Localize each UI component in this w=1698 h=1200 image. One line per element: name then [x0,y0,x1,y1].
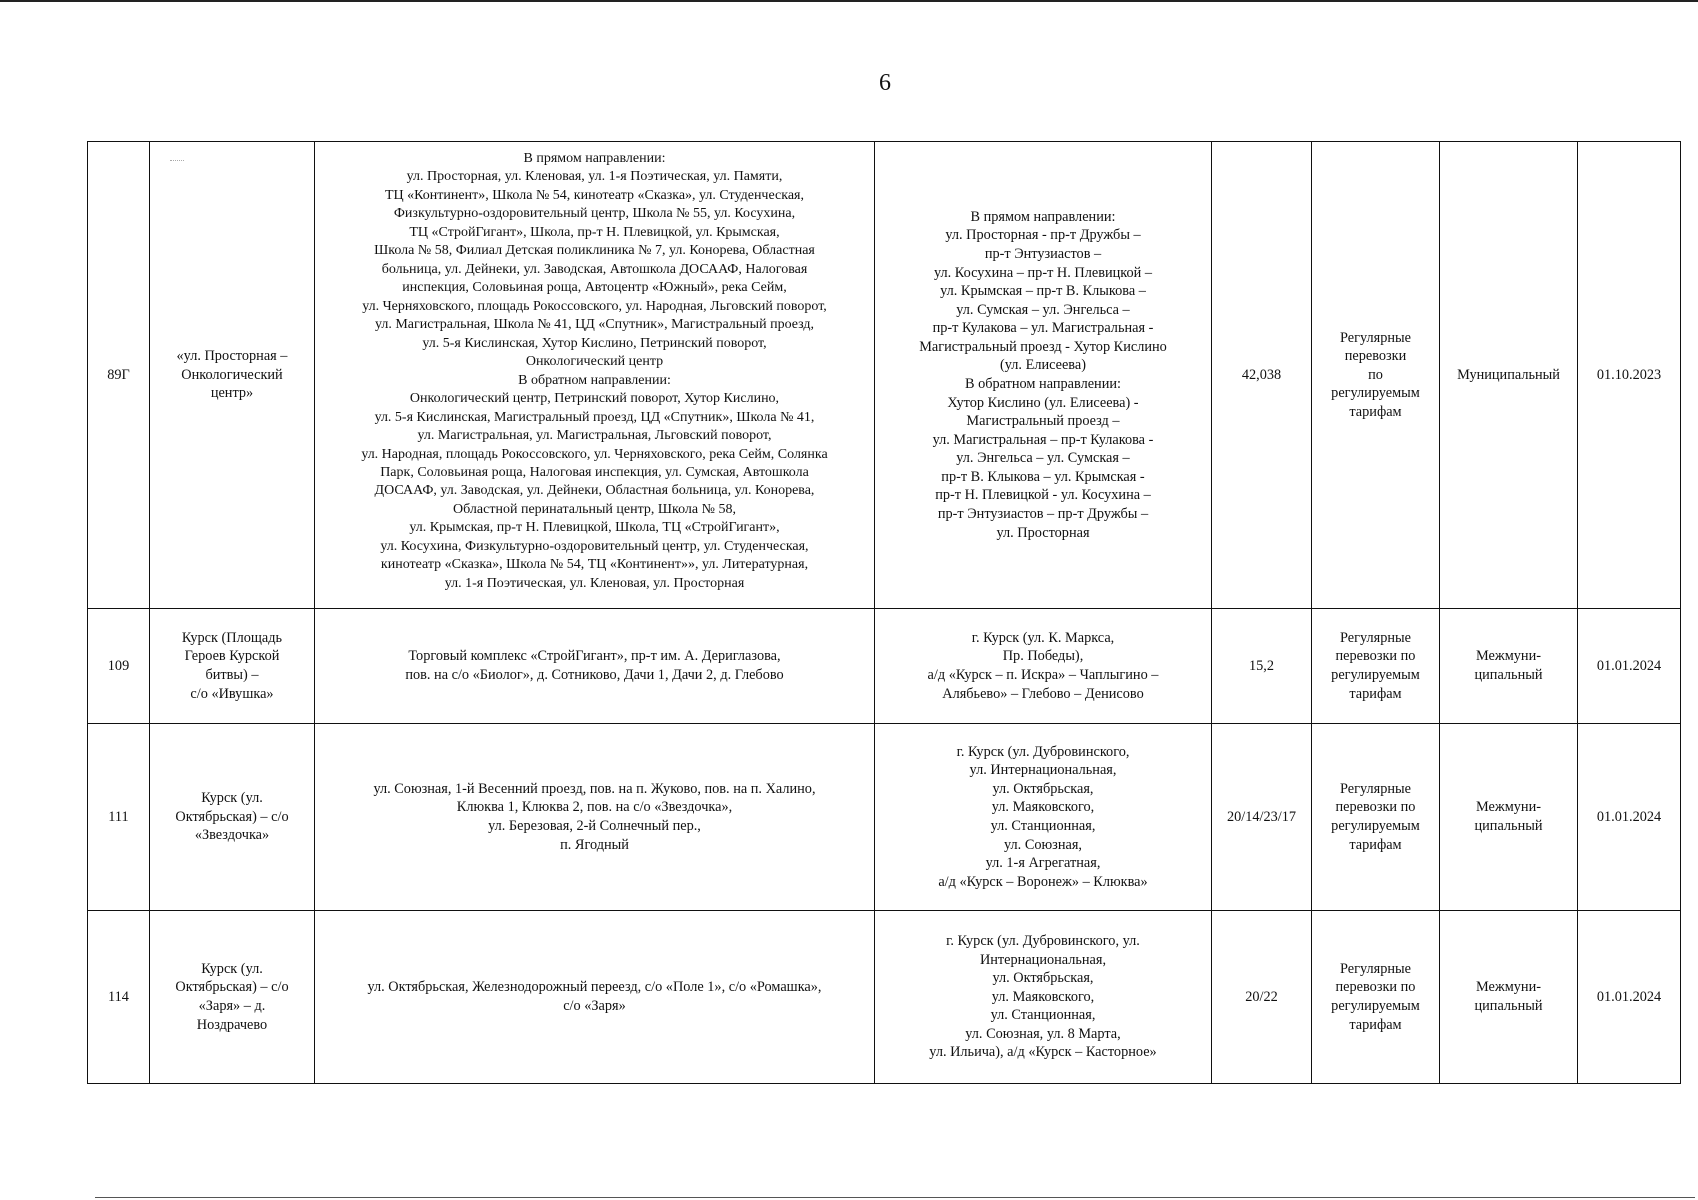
route-stops-cell: ул. Союзная, 1-й Весенний проезд, пов. на п. Жуково, пов. на п. Халино, Клюква 1, Клюква 2, пов. на с/о «Звездочка», ул. Березовая, 2-й Солнечный пер., п. Ягодный [315,724,875,911]
route-kind-cell: Межмуни- ципальный [1440,609,1578,724]
route-kind-cell: Муниципальный [1440,142,1578,609]
table-row [88,142,1681,609]
route-length-cell: 20/22 [1212,911,1312,1084]
route-roads-cell: г. Курск (ул. К. Маркса, Пр. Победы), а/д «Курск – п. Искра» – Чаплыгино – Алябьево» – Глебово – Денисово [875,609,1212,724]
route-length-cell: 15,2 [1212,609,1312,724]
route-length-cell: 42,038 [1212,142,1312,609]
routes-table [87,141,1681,1084]
route-name-cell: Курск (ул. Октябрьская) – с/о «Звездочка» [150,724,315,911]
table-row [88,724,1681,911]
route-number-cell: 109 [88,609,150,724]
route-type-cell: Регулярные перевозки по регулируемым тарифам [1312,911,1440,1084]
route-type-cell: Регулярные перевозки по регулируемым тарифам [1312,609,1440,724]
route-type-cell: Регулярные перевозки по регулируемым тарифам [1312,724,1440,911]
route-roads-cell: В прямом направлении: ул. Просторная - пр-т Дружбы – пр-т Энтузиастов – ул. Косухина – пр-т Н. Плевицкой – ул. Крымская – пр-т В. Клыкова – ул. Сумская – ул. Энгельса – пр-т Кулакова – ул. Магистральная - Магистральный проезд - Хутор Кислино (ул. Елисеева) В обратном направлении: Хутор Кислино (ул. Елисеева) - Магистральный проезд – ул. Магистральная – пр-т Кулакова - ул. Энгельса – ул. Сумская – пр-т В. Клыкова – ул. Крымская - пр-т Н. Плевицкой - ул. Косухина – пр-т Энтузиастов – пр-т Дружбы – ул. Просторная [875,142,1212,609]
route-type-cell: Регулярные перевозки по регулируемым тарифам [1312,142,1440,609]
route-name-cell: «ул. Просторная – Онкологический центр» [150,142,315,609]
page-bottom-line [95,1197,1695,1198]
page-top-border [0,0,1698,2]
route-date-cell: 01.10.2023 [1578,142,1681,609]
table-row [88,911,1681,1084]
route-roads-cell: г. Курск (ул. Дубровинского, ул. Интернациональная, ул. Октябрьская, ул. Маяковского, ул. Станционная, ул. Союзная, ул. 1-я Агрегатная, а/д «Курск – Воронеж» – Клюква» [875,724,1212,911]
route-name-cell: Курск (Площадь Героев Курской битвы) – с/о «Ивушка» [150,609,315,724]
table-row [88,609,1681,724]
route-stops-cell: В прямом направлении: ул. Просторная, ул. Кленовая, ул. 1-я Поэтическая, ул. Памяти, ТЦ «Континент», Школа № 54, кинотеатр «Сказка», ул. Студенческая, Физкультурно-оздоровительный центр, Школа № 55, ул. Косухина, ТЦ «СтройГигант», Школа, пр-т Н. Плевицкой, ул. Крымская, Школа № 58, Филиал Детская поликлиника № 7, ул. Конорева, Областная больница, ул. Дейнеки, ул. Заводская, Автошкола ДОСААФ, Налоговая инспекция, Соловьиная роща, Автоцентр «Южный», река Сейм, ул. Черняховского, площадь Рокоссовского, ул. Народная, Льговский поворот, ул. Магистральная, Школа № 41, ЦД «Спутник», Магистральный проезд, ул. 5-я Кислинская, Хутор Кислино, Петринский поворот, Онкологический центр В обратном направлении: Онкологический центр, Петринский поворот, Хутор Кислино, ул. 5-я Кислинская, Магистральный проезд, ЦД «Спутник», Школа № 41, ул. Магистральная, ул. Магистральная, Льговский поворот, ул. Народная, площадь Рокоссовского, ул. Черняховского, река Сейм, Солянка Парк, Соловьиная роща, Налоговая инспекция, ул. Сумская, Автошкола ДОСААФ, ул. Заводская, ул. Дейнеки, Областная больница, ул. Конорева, Областной перинатальный центр, Школа № 58, ул. Крымская, пр-т Н. Плевицкой, Школа, ТЦ «СтройГигант», ул. Косухина, Физкультурно-оздоровительный центр, ул. Студенческая, кинотеатр «Сказка», Школа № 54, ТЦ «Континент»», ул. Литературная, ул. 1-я Поэтическая, ул. Кленовая, ул. Просторная [315,142,875,609]
route-kind-cell: Межмуни- ципальный [1440,724,1578,911]
route-roads-cell: г. Курск (ул. Дубровинского, ул. Интернациональная, ул. Октябрьская, ул. Маяковского, ул. Станционная, ул. Союзная, ул. 8 Марта, ул. Ильича), а/д «Курск – Касторное» [875,911,1212,1084]
route-stops-cell: ул. Октябрьская, Железнодорожный переезд, с/о «Поле 1», с/о «Ромашка», с/о «Заря» [315,911,875,1084]
route-number-cell: 111 [88,724,150,911]
route-number-cell: 114 [88,911,150,1084]
route-stops-cell: Торговый комплекс «СтройГигант», пр-т им. А. Дериглазова, пов. на с/о «Биолог», д. Сотниково, Дачи 1, Дачи 2, д. Глебово [315,609,875,724]
route-kind-cell: Межмуни- ципальный [1440,911,1578,1084]
route-number-cell: 89Г [88,142,150,609]
route-length-cell: 20/14/23/17 [1212,724,1312,911]
route-name-cell: Курск (ул. Октябрьская) – с/о «Заря» – д. Ноздрачево [150,911,315,1084]
route-date-cell: 01.01.2024 [1578,911,1681,1084]
route-date-cell: 01.01.2024 [1578,609,1681,724]
route-date-cell: 01.01.2024 [1578,724,1681,911]
page-number: 6 [879,70,891,96]
